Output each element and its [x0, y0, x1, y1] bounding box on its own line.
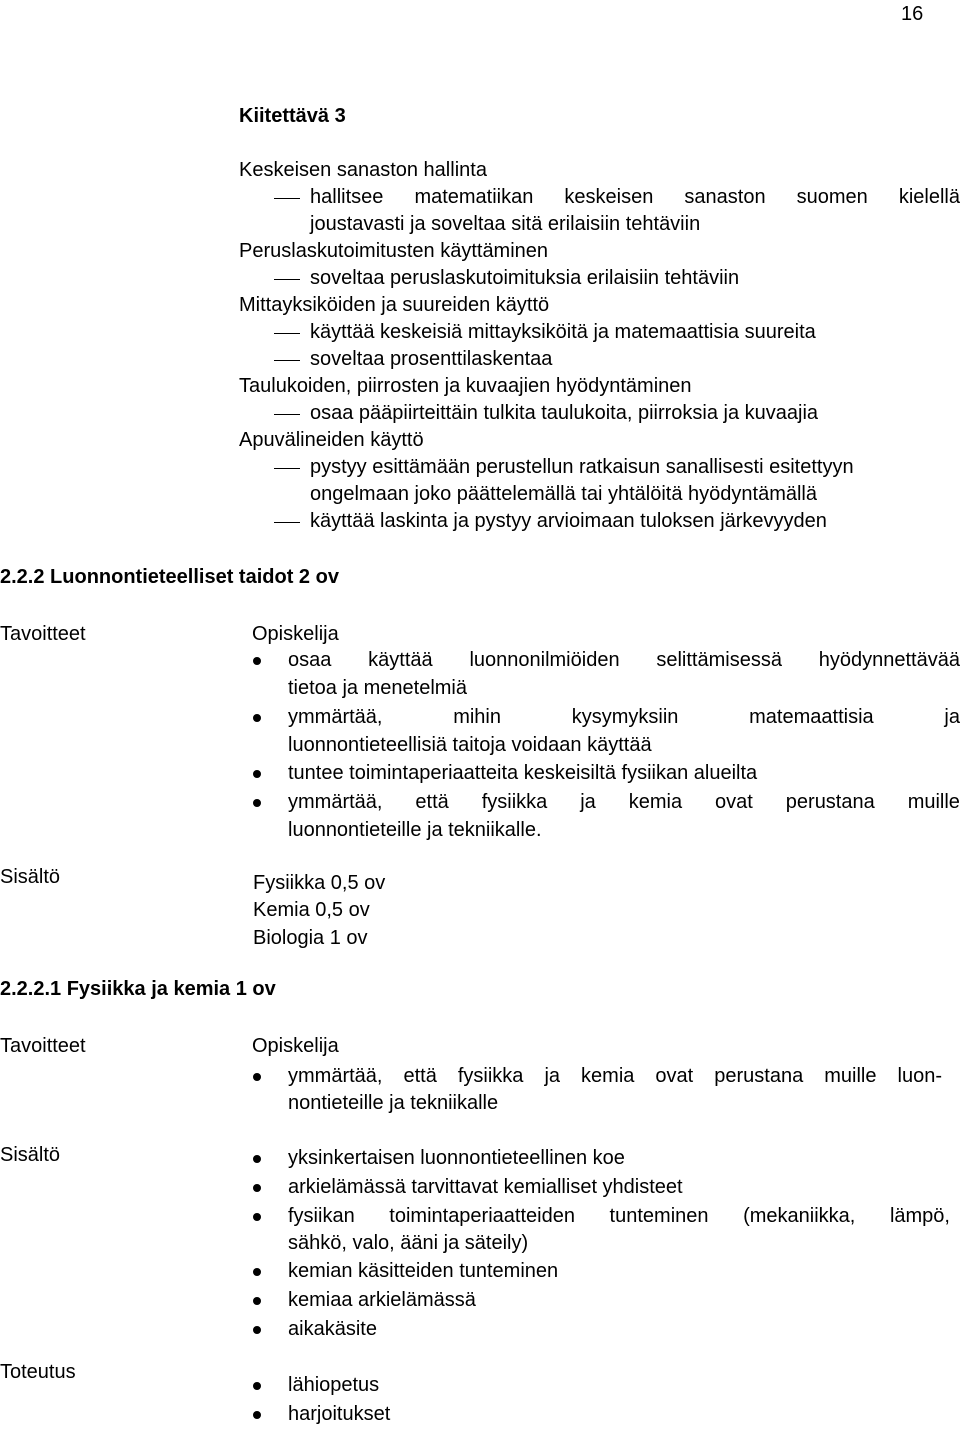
word: toimintaperiaatteiden — [389, 1205, 575, 1227]
word: ymmärtää, — [288, 791, 383, 813]
bullet-marker — [253, 714, 261, 722]
dash-marker — [274, 333, 300, 334]
criteria-title: Peruslaskutoimitusten käyttäminen — [239, 240, 549, 262]
bullet-marker — [253, 1184, 261, 1192]
word: kielellä — [898, 186, 960, 208]
word: perustana — [714, 1065, 804, 1087]
word: käyttää — [368, 649, 433, 671]
dash-marker — [274, 198, 300, 199]
bullet-marker — [253, 1297, 261, 1305]
grade-heading: Kiitettävä 3 — [239, 105, 346, 127]
bullet-marker — [253, 799, 261, 807]
word: ymmärtää, — [288, 706, 383, 728]
word: (mekaniikka, — [743, 1205, 856, 1227]
word: osaa — [288, 649, 332, 671]
content-item: Biologia 1 ov — [253, 927, 368, 949]
goal-item — [288, 792, 960, 812]
word: luon- — [897, 1065, 942, 1087]
word: luonnonilmiöiden — [469, 649, 620, 671]
subsection-heading: 2.2.2.1 Fysiikka ja kemia 1 ov — [0, 978, 276, 1000]
bullet-marker — [253, 1382, 261, 1390]
word: kemia — [628, 791, 683, 813]
word: selittämisessä — [656, 649, 782, 671]
label-opiskelija: Opiskelija — [252, 1035, 339, 1057]
dash-marker — [274, 279, 300, 280]
label-tavoitteet: Tavoitteet — [0, 623, 86, 645]
content-item: kemiaa arkielämässä — [288, 1289, 476, 1311]
section-heading: 2.2.2 Luonnontieteelliset taidot 2 ov — [0, 566, 339, 588]
criteria-title: Keskeisen sanaston hallinta — [239, 159, 487, 181]
word: matematiikan — [414, 186, 534, 208]
word: mihin — [453, 706, 501, 728]
criteria-title: Apuvälineiden käyttö — [239, 429, 424, 451]
dash-marker — [274, 522, 300, 523]
dash-marker — [274, 360, 300, 361]
content-item-cont: sähkö, valo, ääni ja säteily) — [288, 1232, 529, 1254]
criteria-item — [310, 187, 960, 207]
bullet-marker — [253, 1268, 261, 1276]
content-item: Kemia 0,5 ov — [253, 899, 370, 921]
word: ymmärtää, — [288, 1065, 383, 1087]
criteria-item-cont: ongelmaan joko päättelemällä tai yhtälöitä hyödyntämällä — [310, 483, 817, 505]
word: keskeisen — [564, 186, 654, 208]
content-item: yksinkertaisen luonnontieteellinen koe — [288, 1147, 625, 1169]
word: ja — [580, 791, 596, 813]
word: perustana — [785, 791, 875, 813]
bullet-marker — [253, 1155, 261, 1163]
bullet-marker — [253, 1073, 261, 1081]
word: tunteminen — [609, 1205, 709, 1227]
word: ja — [544, 1065, 561, 1087]
criteria-item-cont: joustavasti ja soveltaa sitä erilaisiin tehtäviin — [310, 213, 701, 235]
word: muille — [907, 791, 960, 813]
criteria-item: käyttää laskinta ja pystyy arvioimaan tuloksen järkevyyden — [310, 510, 827, 532]
bullet-marker — [253, 770, 261, 778]
criteria-title: Mittayksiköiden ja suureiden käyttö — [239, 294, 550, 316]
criteria-item: soveltaa prosenttilaskentaa — [310, 348, 553, 370]
content-item — [288, 1206, 950, 1226]
goal-item-cont: luonnontieteellisiä taitoja voidaan käyttää — [288, 734, 652, 756]
word: hallitsee — [310, 186, 384, 208]
content-item: kemian käsitteiden tunteminen — [288, 1260, 559, 1282]
content-item: Fysiikka 0,5 ov — [253, 872, 386, 894]
word: ovat — [715, 791, 753, 813]
goal-item-cont: luonnontieteille ja tekniikalle. — [288, 819, 542, 841]
criteria-item: pystyy esittämään perustellun ratkaisun sanallisesti esitettyyn — [310, 456, 854, 478]
word: fysiikan — [288, 1205, 355, 1227]
goal-item-cont: tietoa ja menetelmiä — [288, 677, 467, 699]
criteria-item: käyttää keskeisiä mittayksiköitä ja matemaattisia suureita — [310, 321, 816, 343]
criteria-title: Taulukoiden, piirrosten ja kuvaajien hyödyntäminen — [239, 375, 692, 397]
label-opiskelija: Opiskelija — [252, 623, 339, 645]
dash-marker — [274, 414, 300, 415]
criteria-item: osaa pääpiirteittäin tulkita taulukoita, piirroksia ja kuvaajia — [310, 402, 819, 424]
word: että — [415, 791, 449, 813]
method-item: harjoitukset — [288, 1403, 391, 1425]
goal-item — [288, 1066, 942, 1086]
dash-marker — [274, 468, 300, 469]
word: hyödynnettävää — [818, 649, 960, 671]
label-sisalto: Sisältö — [0, 866, 61, 888]
word: sanaston — [684, 186, 766, 208]
bullet-marker — [253, 1213, 261, 1221]
goal-item: tuntee toimintaperiaatteita keskeisiltä fysiikan alueilta — [288, 762, 758, 784]
criteria-item: soveltaa peruslaskutoimituksia erilaisiin tehtäviin — [310, 267, 740, 289]
word: fysiikka — [481, 791, 548, 813]
goal-item — [288, 707, 960, 727]
goal-item-cont: nontieteille ja tekniikalle — [288, 1092, 499, 1114]
word: kemia — [581, 1065, 635, 1087]
word: ovat — [655, 1065, 694, 1087]
word: suomen — [796, 186, 868, 208]
label-sisalto: Sisältö — [0, 1144, 61, 1166]
word: ja — [944, 706, 960, 728]
word: että — [403, 1065, 437, 1087]
label-tavoitteet: Tavoitteet — [0, 1035, 86, 1057]
label-toteutus: Toteutus — [0, 1361, 76, 1383]
word: kysymyksiin — [571, 706, 679, 728]
word: matemaattisia — [749, 706, 874, 728]
bullet-marker — [253, 657, 261, 665]
word: fysiikka — [457, 1065, 524, 1087]
bullet-marker — [253, 1326, 261, 1334]
bullet-marker — [253, 1411, 261, 1419]
content-item: arkielämässä tarvittavat kemialliset yhdisteet — [288, 1176, 683, 1198]
method-item: lähiopetus — [288, 1374, 380, 1396]
word: muille — [824, 1065, 877, 1087]
page-number: 16 — [901, 3, 924, 25]
content-item: aikakäsite — [288, 1318, 377, 1340]
goal-item — [288, 650, 960, 670]
word: lämpö, — [889, 1205, 950, 1227]
